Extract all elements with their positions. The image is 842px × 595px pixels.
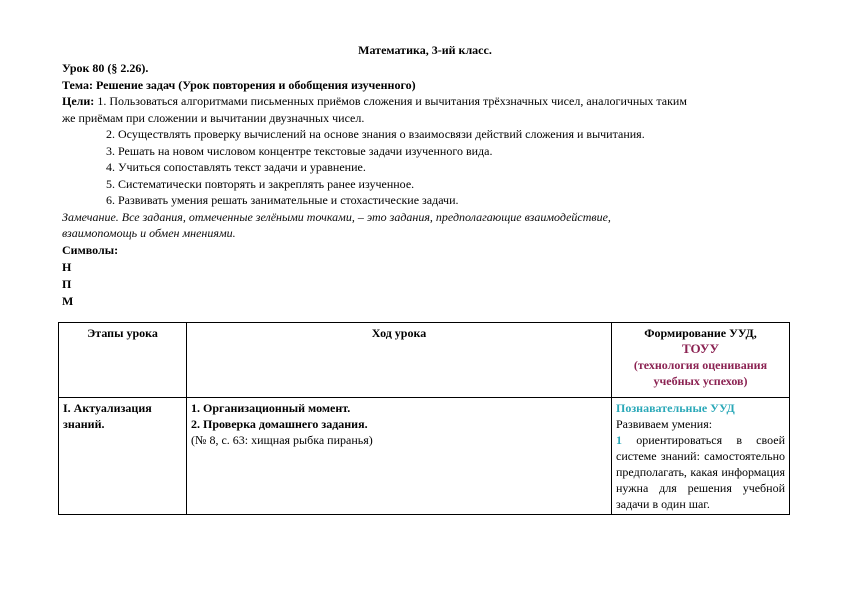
note-line-2: взаимопомощь и обмен мнениями. [62,226,236,240]
header-tech: (технология оценивания учебных успехов) [633,358,768,388]
header-stages: Этапы урока [59,323,187,398]
lesson-topic [62,77,788,94]
row-course [187,398,612,515]
lesson-number: Урок 80 (§ 2.26). [62,61,149,75]
uud-develop: Развиваем умения: [616,417,713,431]
goal-4: 4. Учиться сопоставлять текст задачи и уравнение. [106,160,366,174]
row-stage: I. Актуализация знаний. [59,398,187,515]
course-item-3: (№ 8, с. 63: хищная рыбка пиранья) [191,433,373,447]
doc-title: Математика, 3-ий класс. [358,43,492,57]
topic-text: Решение задач (Урок повторения и обобщения изученного) [92,77,416,92]
goals-label: Цели: [62,94,95,108]
goal-6: 6. Развивать умения решать занимательные и стохастические задачи. [106,193,459,207]
document [62,42,788,310]
uud-text-block [616,432,785,512]
lesson-table [58,322,790,515]
uud-text: ориентироваться в своей системе знаний: самостоятельно предполагать, какая информация нужна для решения учебной задачи в один шаг. [616,433,785,511]
symbol-n: Н [62,259,72,274]
row-uud [612,398,790,515]
note-line-1: Замечание. Все задания, отмеченные зелёными точками, – это задания, предполагающие взаимодействие, [62,209,611,224]
goal-2: 2. Осуществлять проверку вычислений на основе знания о взаимосвязи действий сложения и вычитания. [106,127,645,141]
header-uud [612,323,790,398]
header-course: Ход урока [187,323,612,398]
uud-number: 1 [616,433,622,447]
uud-title: Познавательные УУД [616,401,735,415]
course-item-2: 2. Проверка домашнего задания. [191,417,368,431]
header-toyu: ТОУУ [682,341,719,356]
course-item-1: 1. Организационный момент. [191,401,351,415]
goal-5: 5. Систематически повторять и закреплять ранее изученное. [106,176,415,191]
header-uud-label: Формирование УУД, [644,326,757,340]
symbol-p: П [62,276,72,291]
symbol-m: М [62,293,74,308]
table-header-row [59,323,790,398]
goals-block [62,93,788,110]
goal-3: 3. Решать на новом числовом концентре текстовые задачи изученного вида. [106,143,493,158]
topic-label: Тема: [62,77,93,92]
symbols-label: Символы: [62,242,119,257]
goal-1: 1. Пользоваться алгоритмами письменных приёмов сложения и вычитания трёхзначных чисел, аналогичных таким [94,94,687,108]
goal-1-cont: же приёмам при сложении и вычитании двузначных чисел. [62,110,365,125]
table-row [59,398,790,515]
